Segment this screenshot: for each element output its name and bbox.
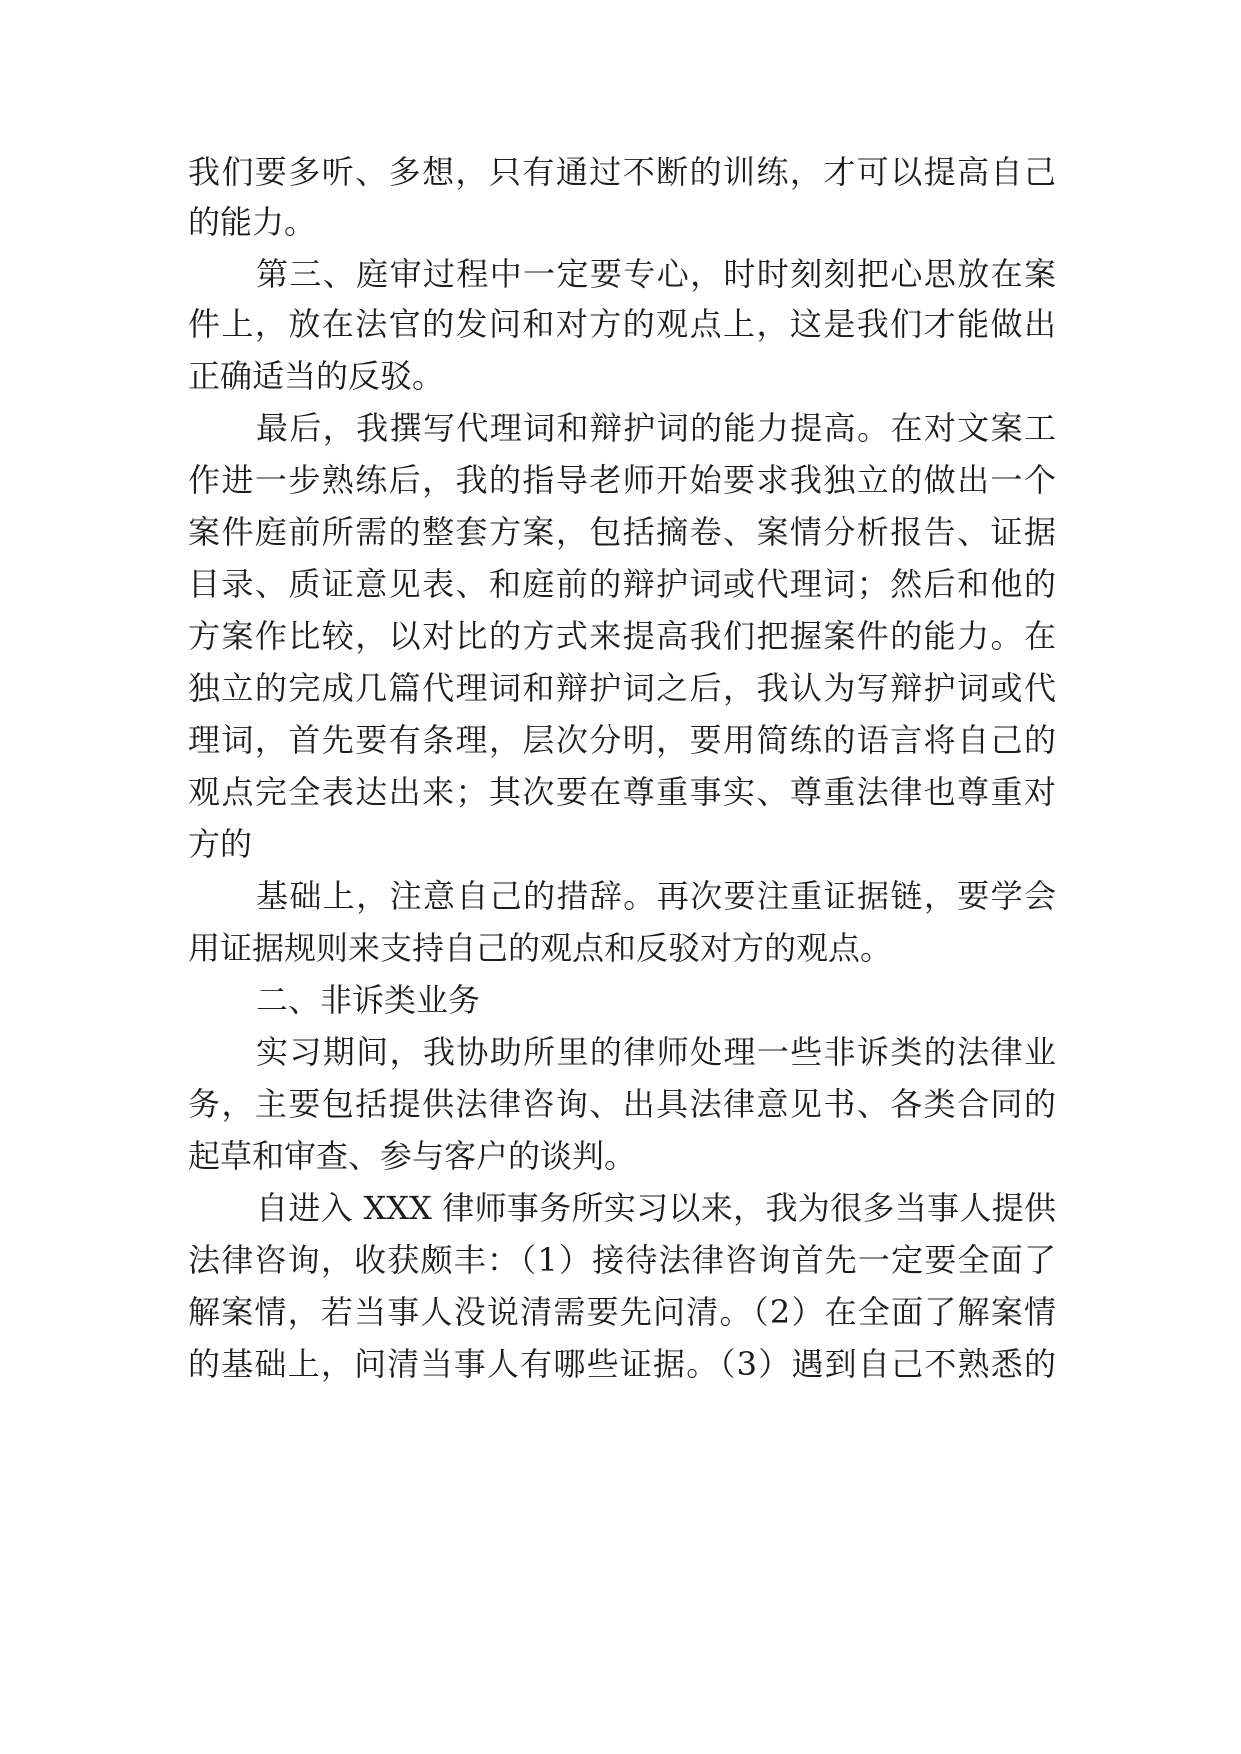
paragraph-start-line: 最后，我撰写代理词和辩护词的能力提高。在对文案工 (256, 409, 1056, 447)
paragraph-start-line: 自进入 XXX 律师事务所实习以来，我为很多当事人提供 (256, 1189, 1056, 1227)
text-line: 独立的完成几篇代理词和辩护词之后，我认为写辩护词或代 (188, 669, 1056, 707)
text-line: 我们要多听、多想，只有通过不断的训练，才可以提高自己 (188, 153, 1056, 191)
text-line: 起草和审查、参与客户的谈判。 (188, 1137, 637, 1175)
text-line: 目录、质证意见表、和庭前的辩护词或代理词；然后和他的 (188, 565, 1056, 603)
text-line: 的能力。 (188, 203, 317, 241)
text-line: 观点完全表达出来；其次要在尊重事实、尊重法律也尊重对 (188, 773, 1056, 811)
text-line: 解案情，若当事人没说清需要先问清。（2）在全面了解案情 (188, 1293, 1056, 1331)
paragraph-start-line: 实习期间，我协助所里的律师处理一些非诉类的法律业 (256, 1033, 1056, 1071)
text-line: 用证据规则来支持自己的观点和反驳对方的观点。 (188, 929, 893, 967)
section-heading: 二、非诉类业务 (256, 981, 481, 1019)
text-line: 作进一步熟练后，我的指导老师开始要求我独立的做出一个 (188, 461, 1056, 499)
paragraph-start-line: 基础上，注意自己的措辞。再次要注重证据链，要学会 (256, 877, 1056, 915)
text-line: 案件庭前所需的整套方案，包括摘卷、案情分析报告、证据 (188, 513, 1056, 551)
text-line: 件上，放在法官的发问和对方的观点上，这是我们才能做出 (188, 305, 1056, 343)
paragraph-start-line: 第三、庭审过程中一定要专心，时时刻刻把心思放在案 (256, 255, 1056, 293)
text-line: 方的 (188, 825, 253, 863)
text-line: 正确适当的反驳。 (188, 357, 445, 395)
text-line: 务，主要包括提供法律咨询、出具法律意见书、各类合同的 (188, 1085, 1056, 1123)
text-line: 方案作比较，以对比的方式来提高我们把握案件的能力。在 (188, 617, 1056, 655)
text-line: 法律咨询，收获颇丰：（1）接待法律咨询首先一定要全面了 (188, 1241, 1056, 1279)
text-line: 理词，首先要有条理，层次分明，要用简练的语言将自己的 (188, 721, 1056, 759)
text-line: 的基础上，问清当事人有哪些证据。（3）遇到自己不熟悉的 (188, 1345, 1056, 1383)
